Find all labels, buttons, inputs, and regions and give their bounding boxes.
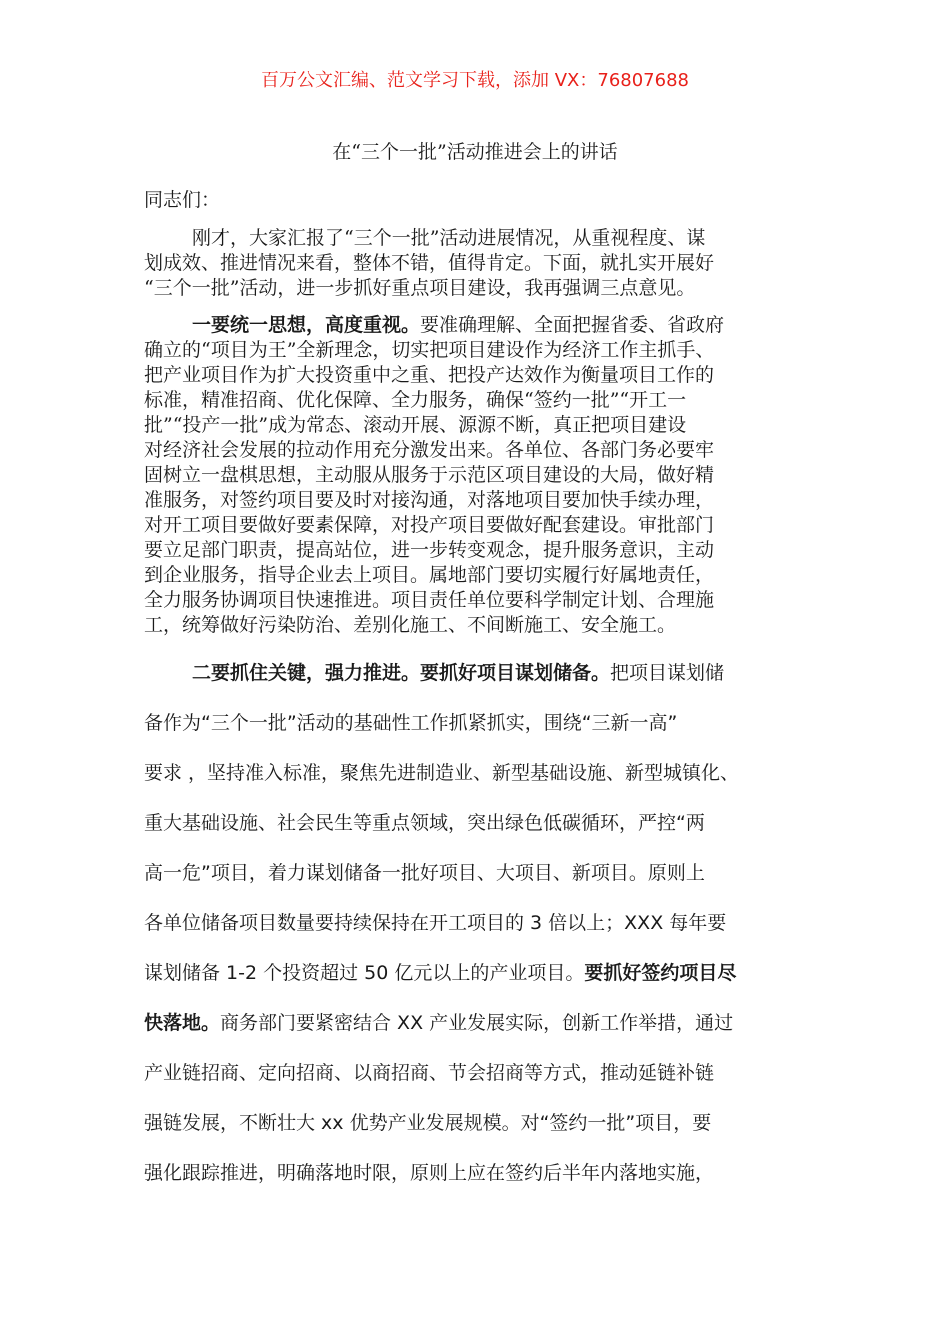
paragraph-line: 全力服务协调项目快速推进。项目责任单位要科学制定计划、合理施 bbox=[144, 589, 715, 611]
section2-heading: 二要抓住关键，强力推进。要抓好项目谋划储备。 bbox=[192, 662, 611, 684]
paragraph-line: 对开工项目要做好要素保障，对投产项目要做好配套建设。审批部门 bbox=[144, 514, 715, 536]
paragraph-line: 对经济社会发展的拉动作用充分激发出来。各单位、各部门务必要牢 bbox=[144, 439, 715, 461]
paragraph-line bbox=[144, 313, 808, 338]
header-banner: 百万公文汇编、范文学习下载，添加 VX：76807688 bbox=[261, 70, 689, 91]
paragraph-line: 固树立一盘棋思想，主动服从服务于示范区项目建设的大局，做好精 bbox=[144, 464, 715, 486]
section2-paragraph bbox=[144, 648, 808, 1198]
paragraph-line: 各单位储备项目数量要持续保持在开工项目的 3 倍以上；XXX 每年要 bbox=[144, 912, 727, 934]
paragraph-line bbox=[144, 948, 808, 998]
paragraph-line: 确立的“项目为王”全新理念，切实把项目建设作为经济工作主抓手、 bbox=[144, 339, 715, 361]
paragraph-line: 要立足部门职责，提高站位，进一步转变观念，提升服务意识，主动 bbox=[144, 539, 715, 561]
section1-paragraph bbox=[144, 313, 808, 638]
line-text: 谋划储备 1-2 个投资超过 50 亿元以上的产业项目。 bbox=[144, 962, 585, 984]
paragraph-line: “三个一批”活动，进一步抓好重点项目建设，我再强调三点意见。 bbox=[144, 277, 696, 299]
page-title: 在“三个一批”活动推进会上的讲话 bbox=[332, 141, 618, 163]
paragraph-line: 刚才，大家汇报了“三个一批”活动进展情况，从重视程度、谋 bbox=[192, 227, 706, 249]
paragraph-line: 高一危”项目，着力谋划储备一批好项目、大项目、新项目。原则上 bbox=[144, 862, 705, 884]
paragraph-line: 到企业服务，指导企业去上项目。属地部门要切实履行好属地责任， bbox=[144, 564, 715, 586]
paragraph-line: 备作为“三个一批”活动的基础性工作抓紧抓实，围绕“三新一高” bbox=[144, 712, 678, 734]
section1-heading: 一要统一思想，高度重视。 bbox=[192, 314, 421, 336]
paragraph-line bbox=[144, 648, 808, 698]
section1-first-line-text: 要准确理解、全面把握省委、省政府 bbox=[420, 314, 725, 336]
paragraph-line: 工，统筹做好污染防治、差别化施工、不间断施工、安全施工。 bbox=[144, 614, 677, 636]
intro-paragraph bbox=[144, 226, 808, 301]
paragraph-line: 标准，精准招商、优化保障、全力服务，确保“签约一批”“开工一 bbox=[144, 389, 687, 411]
paragraph-line: 准服务，对签约项目要及时对接沟通，对落地项目要加快手续办理， bbox=[144, 489, 715, 511]
paragraph-line: 批”“投产一批”成为常态、滚动开展、源源不断，真正把项目建设 bbox=[144, 414, 687, 436]
salutation: 同志们： bbox=[144, 189, 221, 211]
paragraph-line: 重大基础设施、社会民生等重点领域，突出绿色低碳循环，严控“两 bbox=[144, 812, 705, 834]
salutation-block bbox=[144, 188, 808, 213]
subheading-signing-end: 快落地。 bbox=[144, 1012, 221, 1034]
paragraph-line: 要求 ，坚持准入标准，聚焦先进制造业、新型基础设施、新型城镇化、 bbox=[144, 762, 740, 784]
section2-first-line-text: 把项目谋划储 bbox=[610, 662, 725, 684]
paragraph-line: 产业链招商、定向招商、以商招商、节会招商等方式，推动延链补链 bbox=[144, 1062, 715, 1084]
paragraph-line bbox=[144, 998, 808, 1048]
paragraph-line: 强化跟踪推进，明确落地时限，原则上应在签约后半年内落地实施， bbox=[144, 1162, 715, 1184]
paragraph-line: 把产业项目作为扩大投资重中之重、把投产达效作为衡量项目工作的 bbox=[144, 364, 715, 386]
line-text: 商务部门要紧密结合 XX 产业发展实际，创新工作举措，通过 bbox=[220, 1012, 734, 1034]
paragraph-line: 强链发展，不断壮大 xx 优势产业发展规模。对“签约一批”项目，要 bbox=[144, 1112, 712, 1134]
subheading-signing: 要抓好签约项目尽 bbox=[584, 962, 737, 984]
paragraph-line: 划成效、推进情况来看，整体不错，值得肯定。下面，就扎实开展好 bbox=[144, 252, 715, 274]
